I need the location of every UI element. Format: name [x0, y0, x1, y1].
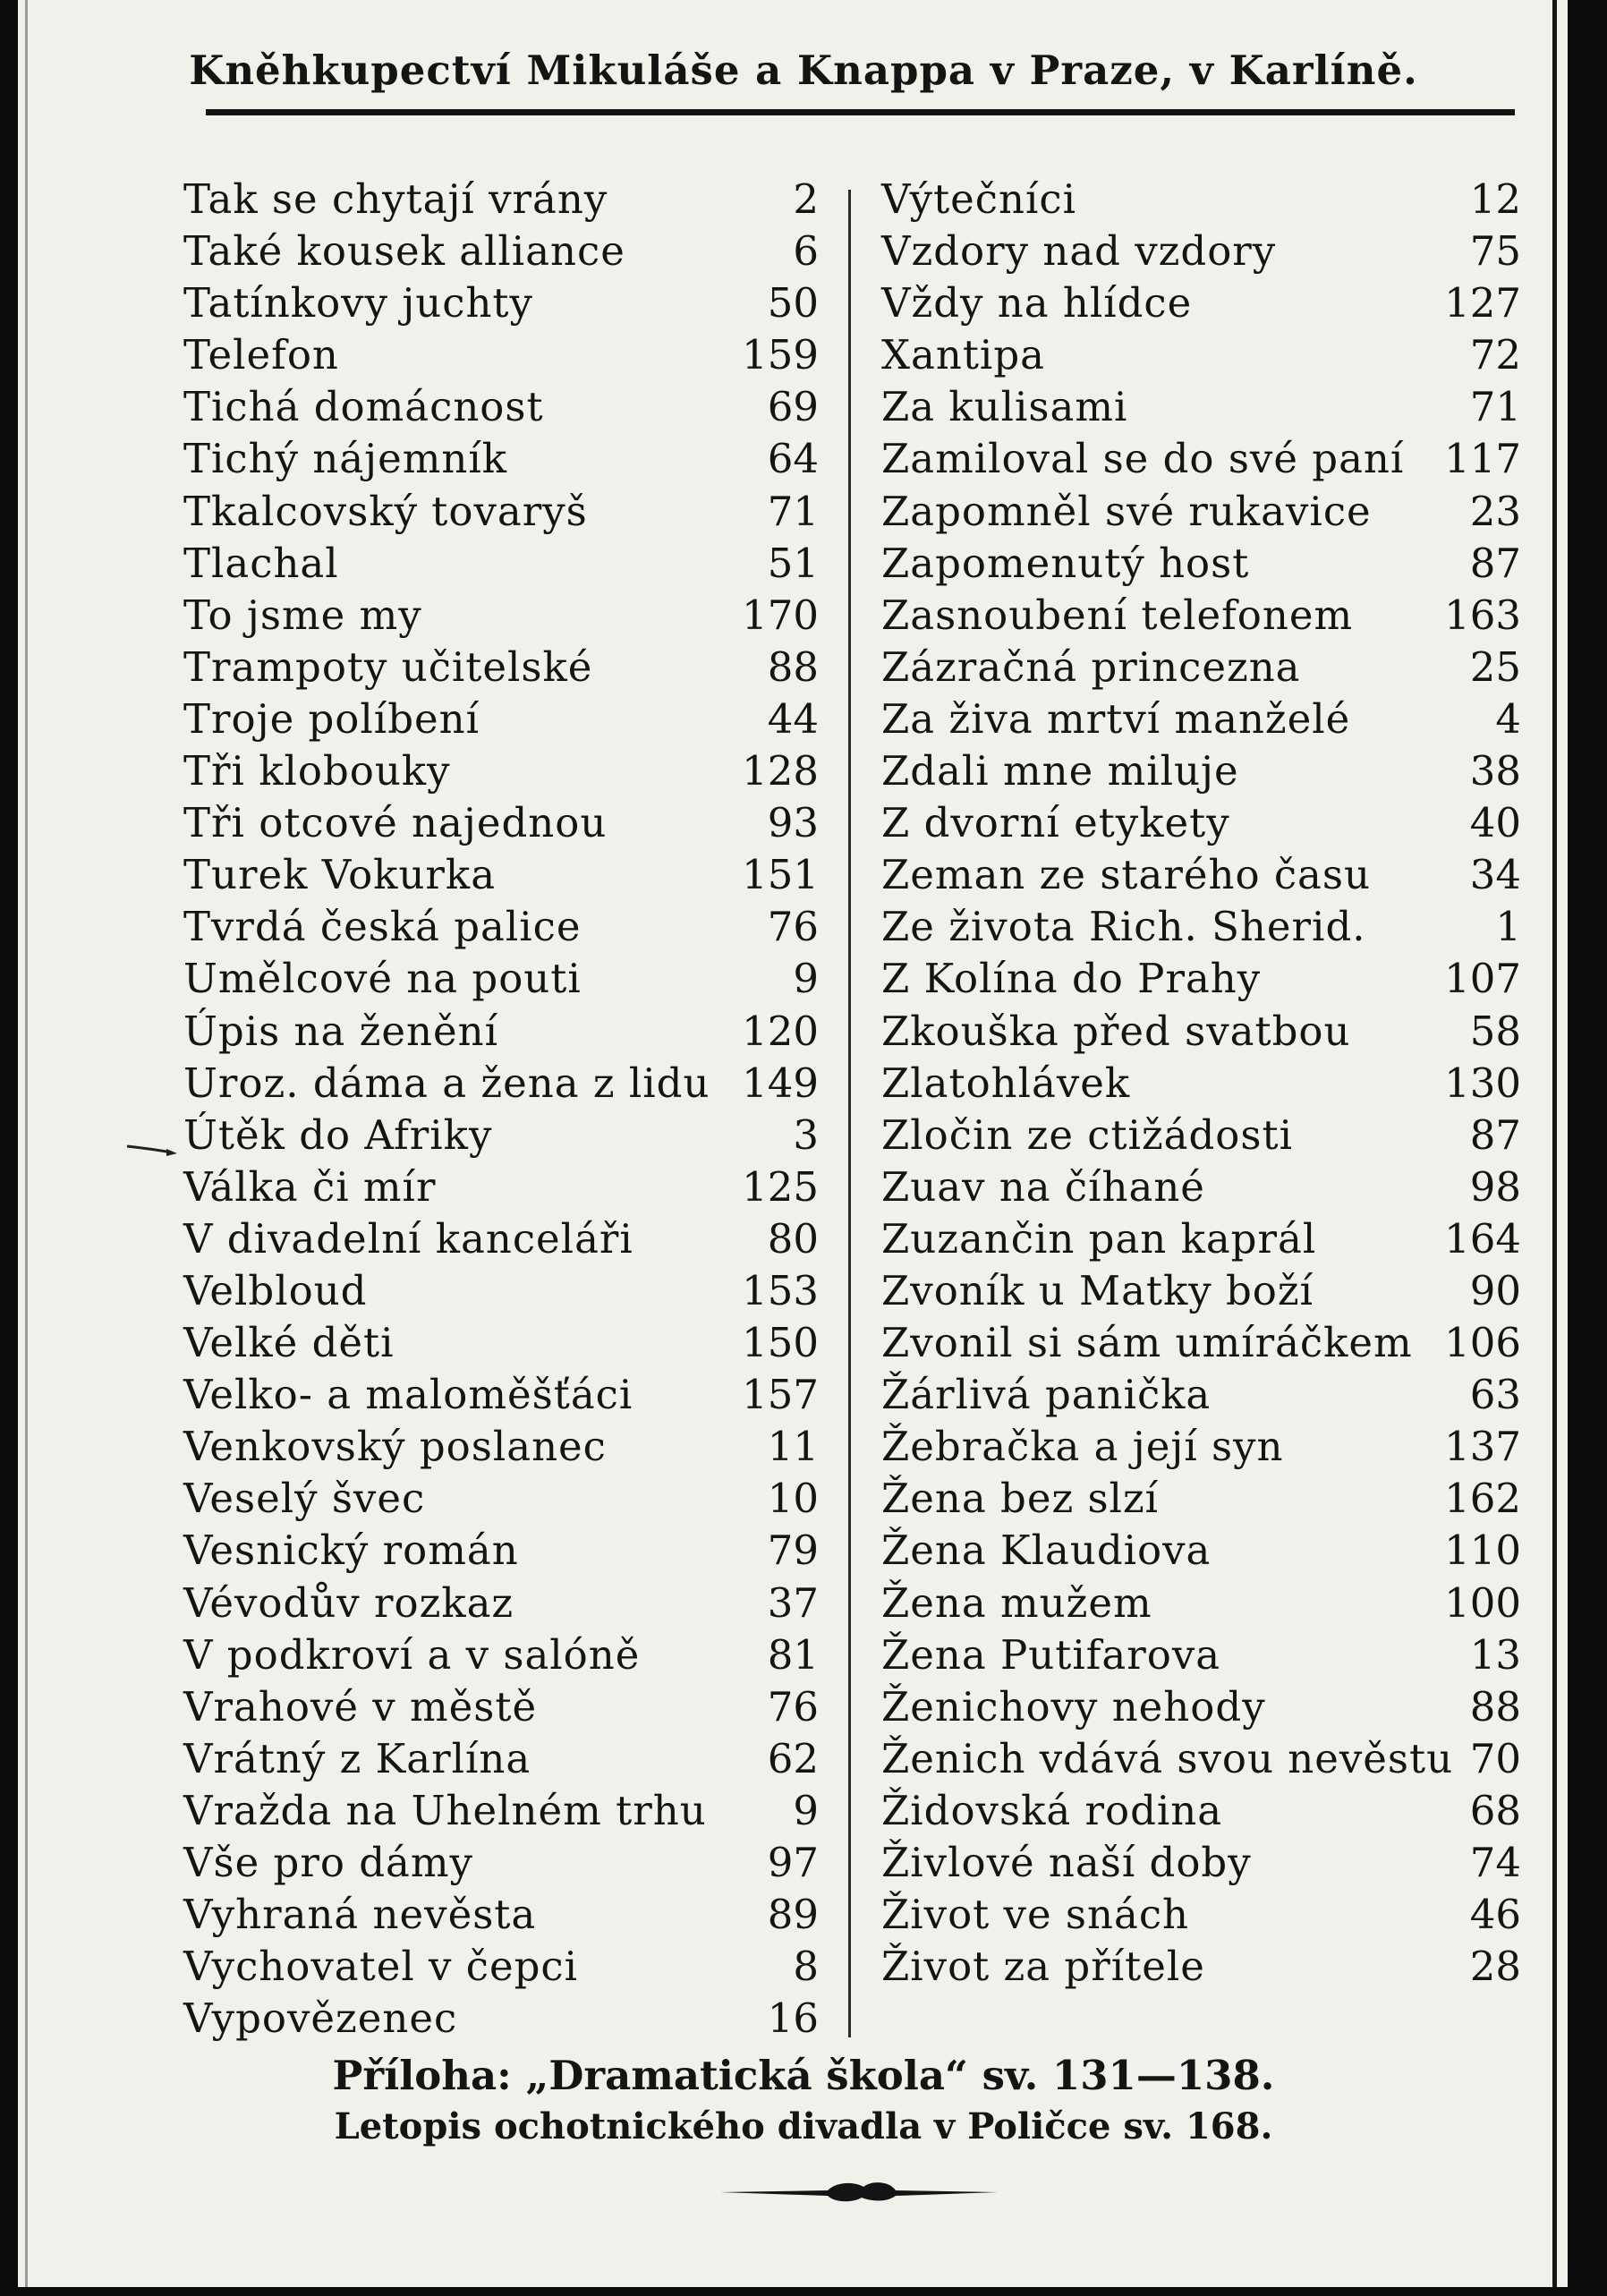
play-title: Tichá domácnost [183, 383, 544, 431]
list-item [183, 1319, 819, 1371]
play-title: Také kousek alliance [183, 227, 625, 276]
play-title: Živlové naší doby [881, 1839, 1252, 1886]
list-item [183, 747, 819, 799]
play-title: Zamiloval se do své paní [881, 435, 1405, 483]
list-item [881, 591, 1521, 643]
list-item [183, 1423, 819, 1475]
volume-number: 72 [1469, 331, 1521, 379]
play-title: Vyhraná nevěsta [183, 1891, 537, 1939]
play-title: Vrátný z Karlína [183, 1734, 531, 1782]
play-title: Zasnoubení telefonem [881, 591, 1354, 639]
volume-number: 97 [767, 1839, 819, 1886]
list-item [881, 955, 1521, 1007]
list-item [183, 279, 819, 331]
list-item [881, 1891, 1521, 1943]
play-title: Ze života Rich. Sherid. [881, 903, 1366, 951]
list-item [881, 1475, 1521, 1526]
list-item [183, 540, 819, 591]
list-item [881, 1059, 1521, 1111]
list-item [881, 799, 1521, 851]
list-item [881, 1839, 1521, 1891]
play-title: Vévodův rozkaz [183, 1578, 514, 1627]
list-item [183, 643, 819, 695]
list-item [183, 1735, 819, 1787]
play-title: Z Kolína do Prahy [881, 955, 1262, 1003]
play-title: Zázračná princezna [881, 642, 1301, 691]
play-title: Život za přítele [881, 1943, 1205, 1991]
play-title: Zapomenutý host [881, 539, 1250, 587]
volume-number: 106 [1444, 1319, 1521, 1367]
play-title: Trampoty učitelské [183, 642, 593, 691]
list-item [881, 279, 1521, 331]
play-title: V podkroví a v salóně [183, 1630, 641, 1679]
play-title: Za kulisami [881, 383, 1128, 431]
pencil-arrow-mark-icon [125, 1141, 179, 1159]
play-title: Tichý nájemník [183, 435, 508, 483]
play-title: Za živa mrtví manželé [881, 694, 1351, 743]
column-divider [848, 190, 851, 2037]
list-item [881, 1787, 1521, 1839]
title-list-left [183, 175, 819, 2046]
list-item [881, 227, 1521, 279]
volume-number: 149 [742, 1059, 819, 1107]
title-list-right [881, 175, 1521, 1994]
volume-number: 62 [767, 1734, 819, 1782]
volume-number: 11 [767, 1423, 819, 1471]
list-item [881, 1163, 1521, 1215]
list-item [881, 383, 1521, 435]
volume-number: 6 [793, 227, 819, 276]
volume-number: 130 [1444, 1059, 1521, 1107]
play-title: Tři otcové najednou [183, 799, 608, 847]
header-rule [206, 109, 1515, 115]
play-title: Vše pro dámy [183, 1839, 473, 1886]
play-title: Válka či mír [183, 1162, 437, 1211]
volume-number: 23 [1469, 487, 1521, 535]
volume-number: 40 [1469, 799, 1521, 847]
volume-number: 100 [1444, 1578, 1521, 1627]
publisher-header: Kněhkupectví Mikuláše a Knappa v Praze, v Karlíně. [189, 47, 1418, 94]
list-item [881, 1526, 1521, 1578]
volume-number: 110 [1444, 1526, 1521, 1575]
list-item [183, 435, 819, 487]
volume-number: 4 [1495, 694, 1521, 743]
volume-number: 162 [1444, 1475, 1521, 1523]
play-title: Zvoník u Matky boží [881, 1266, 1314, 1314]
play-title: Ženichovy nehody [881, 1682, 1266, 1731]
list-item [183, 1059, 819, 1111]
volume-number: 25 [1469, 642, 1521, 691]
list-item [183, 1579, 819, 1631]
volume-number: 81 [767, 1630, 819, 1679]
list-item [881, 695, 1521, 747]
volume-number: 51 [767, 539, 819, 587]
list-item [881, 175, 1521, 227]
play-title: Žena bez slzí [881, 1475, 1160, 1523]
list-item [183, 1631, 819, 1683]
list-item [881, 488, 1521, 540]
volume-number: 88 [767, 642, 819, 691]
play-title: Zapomněl své rukavice [881, 487, 1372, 535]
volume-number: 28 [1469, 1943, 1521, 1991]
play-title: Zuzančin pan kaprál [881, 1214, 1317, 1263]
list-item [881, 643, 1521, 695]
volume-number: 120 [742, 1007, 819, 1055]
volume-number: 76 [767, 903, 819, 951]
list-item [183, 1891, 819, 1943]
volume-number: 70 [1469, 1734, 1521, 1782]
list-item [881, 1008, 1521, 1059]
play-title: Tlachal [183, 539, 339, 587]
play-title: V divadelní kanceláři [183, 1214, 633, 1263]
list-item [881, 1735, 1521, 1787]
play-title: Velko- a maloměšťáci [183, 1371, 633, 1419]
list-item [183, 1371, 819, 1423]
play-title: Venkovský poslanec [183, 1423, 607, 1471]
play-title: Turek Vokurka [183, 851, 497, 899]
list-item [183, 1008, 819, 1059]
list-item [183, 591, 819, 643]
play-title: Zlatohlávek [881, 1059, 1131, 1107]
list-item [183, 1526, 819, 1578]
volume-number: 38 [1469, 747, 1521, 795]
volume-number: 164 [1444, 1214, 1521, 1263]
play-title: Vrahové v městě [183, 1682, 538, 1731]
list-item [183, 955, 819, 1007]
play-title: Troje políbení [183, 694, 480, 743]
page-border-left [0, 0, 18, 2296]
volume-number: 1 [1495, 903, 1521, 951]
volume-number: 89 [767, 1891, 819, 1939]
list-item [881, 540, 1521, 591]
play-title: Vzdory nad vzdory [881, 227, 1277, 276]
play-title: Židovská rodina [881, 1786, 1223, 1834]
play-title: Vždy na hlídce [881, 279, 1193, 327]
volume-number: 68 [1469, 1786, 1521, 1834]
volume-number: 98 [1469, 1162, 1521, 1211]
volume-number: 79 [767, 1526, 819, 1575]
list-item [881, 1423, 1521, 1475]
list-item [183, 488, 819, 540]
list-item [183, 903, 819, 955]
list-item [183, 1839, 819, 1891]
list-item [183, 175, 819, 227]
list-item [881, 1319, 1521, 1371]
list-item [881, 903, 1521, 955]
volume-number: 88 [1469, 1682, 1521, 1731]
volume-number: 71 [1469, 383, 1521, 431]
play-title: Velké děti [183, 1319, 395, 1367]
list-item [183, 1475, 819, 1526]
play-title: Tkalcovský tovaryš [183, 487, 588, 535]
list-item [183, 695, 819, 747]
play-title: Vypovězenec [183, 1994, 458, 2043]
volume-number: 63 [1469, 1371, 1521, 1419]
volume-number: 3 [793, 1110, 819, 1159]
play-title: Tři klobouky [183, 747, 451, 795]
volume-number: 153 [742, 1266, 819, 1314]
volume-number: 12 [1469, 175, 1521, 223]
play-title: Telefon [183, 331, 339, 379]
list-item [183, 799, 819, 851]
play-title: Výtečníci [881, 175, 1076, 223]
list-item [881, 1111, 1521, 1163]
volume-number: 128 [742, 747, 819, 795]
play-title: Zuav na číhané [881, 1162, 1205, 1211]
play-title: Zkouška před svatbou [881, 1007, 1351, 1055]
volume-number: 64 [767, 435, 819, 483]
letopis-note: Letopis ochotnického divadla v Poličce sv. 168. [334, 2105, 1273, 2147]
list-item [881, 851, 1521, 903]
play-title: Z dvorní etykety [881, 799, 1230, 847]
play-title: Umělcové na pouti [183, 955, 582, 1003]
volume-number: 157 [742, 1371, 819, 1419]
list-item [881, 1943, 1521, 1994]
list-item [881, 435, 1521, 487]
play-title: Útěk do Afriky [183, 1110, 493, 1159]
volume-number: 127 [1444, 279, 1521, 327]
volume-number: 163 [1444, 591, 1521, 639]
volume-number: 74 [1469, 1839, 1521, 1886]
volume-number: 9 [793, 955, 819, 1003]
play-title: Veselý švec [183, 1475, 426, 1523]
list-item [881, 1683, 1521, 1735]
play-title: Uroz. dáma a žena z lidu [183, 1059, 710, 1107]
play-title: Žárlivá panička [881, 1371, 1212, 1419]
list-item [183, 1994, 819, 2046]
volume-number: 50 [767, 279, 819, 327]
play-title: Život ve snách [881, 1891, 1190, 1939]
volume-number: 76 [767, 1682, 819, 1731]
volume-number: 87 [1469, 539, 1521, 587]
volume-number: 125 [742, 1162, 819, 1211]
list-item [881, 331, 1521, 383]
volume-number: 46 [1469, 1891, 1521, 1939]
play-title: Tvrdá česká palice [183, 903, 582, 951]
list-item [881, 1267, 1521, 1319]
play-title: Úpis na ženění [183, 1007, 498, 1055]
volume-number: 75 [1469, 227, 1521, 276]
volume-number: 10 [767, 1475, 819, 1523]
play-title: Ženich vdává svou nevěstu [881, 1734, 1454, 1782]
list-item [183, 851, 819, 903]
volume-number: 87 [1469, 1110, 1521, 1159]
volume-number: 58 [1469, 1007, 1521, 1055]
list-item [881, 747, 1521, 799]
play-title: Vychovatel v čepci [183, 1943, 578, 1991]
volume-number: 69 [767, 383, 819, 431]
list-item [881, 1631, 1521, 1683]
volume-number: 13 [1469, 1630, 1521, 1679]
volume-number: 71 [767, 487, 819, 535]
volume-number: 137 [1444, 1423, 1521, 1471]
volume-number: 151 [742, 851, 819, 899]
play-title: Tatínkovy juchty [183, 279, 533, 327]
volume-number: 44 [767, 694, 819, 743]
page-edge-line [1552, 0, 1557, 2296]
volume-number: 107 [1444, 955, 1521, 1003]
ornament-divider-icon [720, 2174, 998, 2210]
play-title: Vražda na Uhelném trhu [183, 1786, 707, 1834]
volume-number: 80 [767, 1214, 819, 1263]
play-title: Vesnický román [183, 1526, 519, 1575]
volume-number: 37 [767, 1578, 819, 1627]
play-title: Zeman ze starého času [881, 851, 1371, 899]
list-item [183, 1111, 819, 1163]
list-item [881, 1579, 1521, 1631]
volume-number: 90 [1469, 1266, 1521, 1314]
volume-number: 170 [742, 591, 819, 639]
volume-number: 9 [793, 1786, 819, 1834]
list-item [183, 1215, 819, 1267]
list-item [183, 1943, 819, 1994]
play-title: Žebračka a její syn [881, 1423, 1284, 1471]
page-border-bottom [0, 2287, 1607, 2296]
list-item [183, 383, 819, 435]
list-item [183, 227, 819, 279]
play-title: Xantipa [881, 331, 1045, 379]
play-title: Zvonil si sám umíráčkem [881, 1319, 1413, 1367]
list-item [183, 1787, 819, 1839]
list-item [881, 1371, 1521, 1423]
play-title: To jsme my [183, 591, 422, 639]
volume-number: 159 [742, 331, 819, 379]
play-title: Žena Putifarova [881, 1630, 1221, 1679]
volume-number: 34 [1469, 851, 1521, 899]
play-title: Žena Klaudiova [881, 1526, 1212, 1575]
list-item [183, 331, 819, 383]
volume-number: 2 [793, 175, 819, 223]
play-title: Žena mužem [881, 1578, 1152, 1627]
list-item [183, 1163, 819, 1215]
volume-number: 16 [767, 1994, 819, 2043]
volume-number: 117 [1444, 435, 1521, 483]
volume-number: 8 [793, 1943, 819, 1991]
list-item [881, 1215, 1521, 1267]
page-edge-shadow [25, 0, 28, 2296]
list-item [183, 1267, 819, 1319]
play-title: Zločin ze ctižádosti [881, 1110, 1293, 1159]
volume-number: 150 [742, 1319, 819, 1367]
play-title: Velbloud [183, 1266, 368, 1314]
play-title: Tak se chytají vrány [183, 175, 608, 223]
list-item [183, 1683, 819, 1735]
page-border-right [1568, 0, 1607, 2296]
play-title: Zdali mne miluje [881, 747, 1239, 795]
volume-number: 93 [767, 799, 819, 847]
appendix-note: Příloha: „Dramatická škola“ sv. 131—138. [332, 2052, 1275, 2099]
